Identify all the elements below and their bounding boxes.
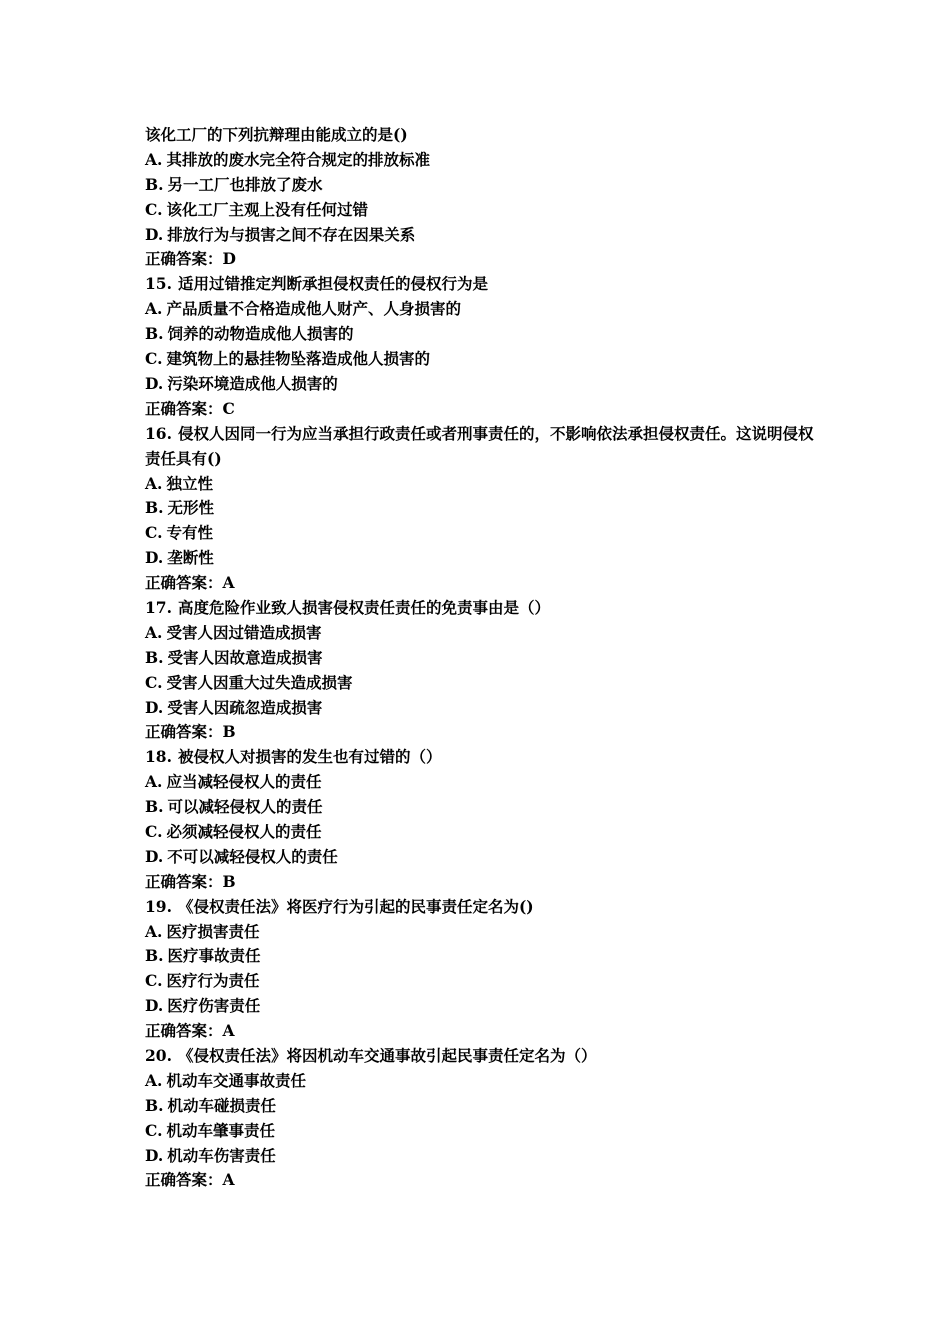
question-15 [145,272,825,297]
option-text: 医疗行为责任 [166,971,260,991]
option-b [145,646,825,671]
option-text: 产品质量不合格造成他人财产、人身损害的 [166,299,461,319]
question-number: 15. [145,274,172,294]
question-20 [145,1044,825,1069]
option-letter: C. [145,971,163,991]
option-text: 可以减轻侵权人的责任 [167,797,323,817]
option-letter: A. [145,149,163,169]
document-page [145,123,825,1193]
option-letter: C. [145,199,163,219]
option-d [145,845,825,870]
option-text: 受害人因疏忽造成损害 [167,697,323,717]
option-letter: C. [145,349,163,369]
option-text: 不可以减轻侵权人的责任 [167,846,338,866]
option-a [145,770,825,795]
option-letter: B. [145,797,164,817]
option-letter: B. [145,324,164,344]
option-d [145,994,825,1019]
option-c [145,198,825,223]
option-letter: A. [145,473,163,493]
question-number: 17. [145,597,172,617]
option-letter: B. [145,946,164,966]
option-c [145,1119,825,1144]
option-c [145,521,825,546]
option-letter: B. [145,174,164,194]
option-letter: B. [145,1095,164,1115]
answer-line: 正确答案：A [145,573,235,593]
option-d [145,1144,825,1169]
option-text: 其排放的废水完全符合规定的排放标准 [166,149,430,169]
question-text: 《侵权责任法》将因机动车交通事故引起民事责任定名为（） [177,1045,597,1065]
answer-line: 正确答案：B [145,722,236,742]
option-letter: A. [145,1070,163,1090]
option-letter: C. [145,821,163,841]
option-b [145,173,825,198]
option-letter: D. [145,996,164,1016]
option-text: 应当减轻侵权人的责任 [166,772,322,792]
answer-line: 正确答案：B [145,871,236,891]
question-number: 18. [145,747,172,767]
option-c [145,969,825,994]
option-letter: B. [145,498,164,518]
option-text: 无形性 [167,498,215,518]
option-d [145,372,825,397]
option-text: 机动车肇事责任 [166,1120,275,1140]
question-16 [145,422,825,472]
option-letter: D. [145,373,164,393]
option-letter: A. [145,921,163,941]
question-text: 适用过错推定判断承担侵权责任的侵权行为是 [177,274,488,294]
answer-line: 正确答案：A [145,1021,235,1041]
option-text: 受害人因过错造成损害 [166,622,322,642]
option-letter: B. [145,647,164,667]
question-number: 16. [145,423,172,443]
option-text: 医疗伤害责任 [167,996,261,1016]
option-a [145,1069,825,1094]
option-letter: A. [145,622,163,642]
option-a [145,472,825,497]
question-text: 该化工厂的下列抗辩理由能成立的是() [145,125,408,144]
option-text: 受害人因故意造成损害 [167,647,323,667]
option-text: 机动车伤害责任 [167,1145,276,1165]
option-text: 建筑物上的悬挂物坠落造成他人损害的 [166,349,430,369]
option-letter: C. [145,672,163,692]
question-text: 侵权人因同一行为应当承担行政责任或者刑事责任的，不影响依法承担侵权责任。这说明侵权责任具有() [145,423,814,468]
question-text: 高度危险作业致人损害侵权责任责任的免责事由是（） [177,597,550,617]
option-c [145,671,825,696]
option-d [145,223,825,248]
option-b [145,795,825,820]
option-a [145,297,825,322]
option-text: 污染环境造成他人损害的 [167,373,338,393]
option-text: 排放行为与损害之间不存在因果关系 [167,224,416,244]
option-letter: A. [145,299,163,319]
option-letter: D. [145,548,164,568]
option-text: 机动车交通事故责任 [166,1070,306,1090]
question-18 [145,745,825,770]
option-text: 机动车碰损责任 [167,1095,277,1115]
option-text: 饲养的动物造成他人损害的 [167,324,354,344]
option-text: 医疗事故责任 [167,946,261,966]
option-text: 医疗损害责任 [166,921,260,941]
option-text: 专有性 [166,523,213,543]
answer-line: 正确答案：D [145,249,236,269]
option-d [145,546,825,571]
question-text: 《侵权责任法》将医疗行为引起的民事责任定名为() [177,896,534,916]
option-a [145,148,825,173]
option-a [145,621,825,646]
option-c [145,347,825,372]
answer-line: 正确答案：A [145,1170,235,1190]
option-d [145,696,825,721]
option-letter: D. [145,846,164,866]
question-number: 20. [145,1045,172,1065]
option-text: 独立性 [166,473,213,493]
answer-line: 正确答案：C [145,398,235,418]
question-17 [145,596,825,621]
option-letter: D. [145,697,164,717]
option-b [145,496,825,521]
option-letter: C. [145,1120,163,1140]
option-letter: D. [145,1145,164,1165]
option-letter: C. [145,523,163,543]
option-b [145,1094,825,1119]
option-b [145,944,825,969]
option-letter: D. [145,224,164,244]
option-text: 该化工厂主观上没有任何过错 [166,199,368,219]
option-text: 另一工厂也排放了废水 [167,174,323,194]
option-a [145,920,825,945]
option-text: 必须减轻侵权人的责任 [166,821,322,841]
question-number: 19. [145,896,172,916]
option-letter: A. [145,772,163,792]
option-text: 受害人因重大过失造成损害 [166,672,353,692]
option-b [145,322,825,347]
question-text: 被侵权人对损害的发生也有过错的（） [177,747,442,767]
option-text: 垄断性 [167,548,214,568]
question-19 [145,895,825,920]
option-c [145,820,825,845]
